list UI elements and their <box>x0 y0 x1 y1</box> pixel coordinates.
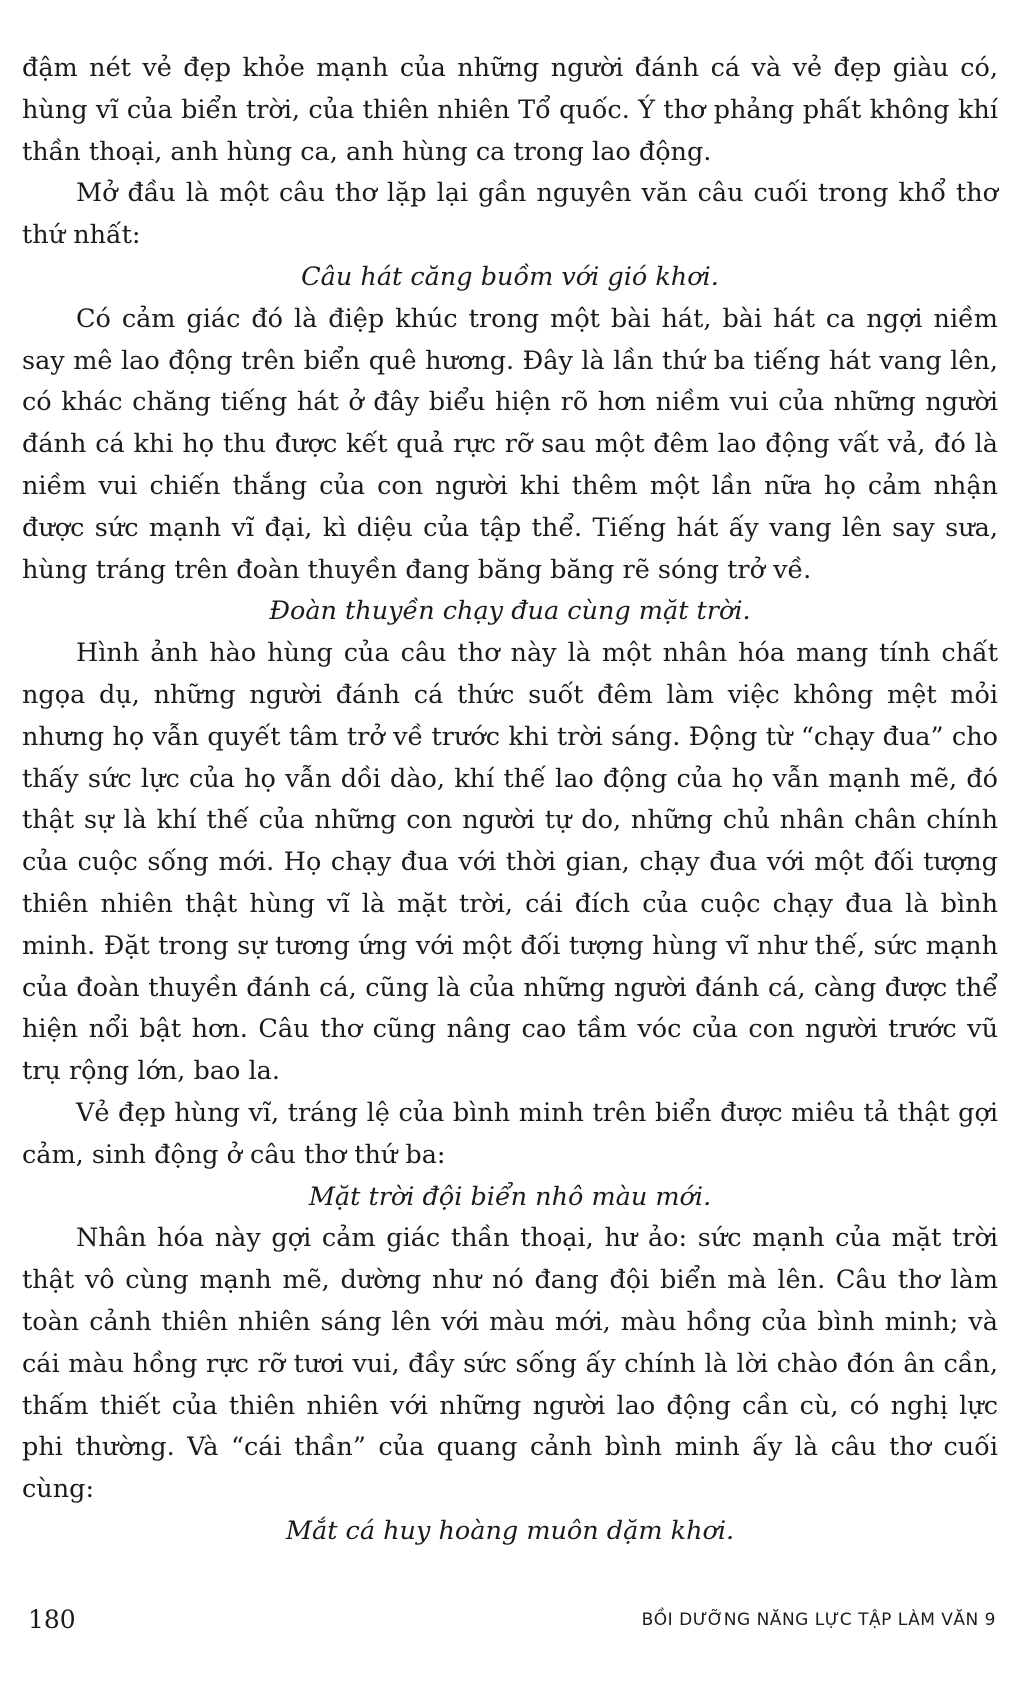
paragraph: Mở đầu là một câu thơ lặp lại gần nguyên văn câu cuối trong khổ thơ thứ nhất: <box>22 178 998 251</box>
paragraph: Vẻ đẹp hùng vĩ, tráng lệ của bình minh trên biển được miêu tả thật gợi cảm, sinh động ở câu thơ thứ ba: <box>22 1097 998 1170</box>
paragraph: Hình ảnh hào hùng của câu thơ này là một nhân hóa mang tính chất ngọa dụ, những người đánh cá thức suốt đêm làm việc không mệt mỏi nhưng họ vẫn quyết tâm trở về trước khi trời sáng. Động từ “chạy đua” cho thấy sức lực của họ vẫn dồi dào, khí thế lao động của họ vẫn mạnh mẽ, đó thật sự là khí thế của những con người tự do, những chủ nhân chân chính của cuộc sống mới. Họ chạy đua với thời gian, chạy đua với một đối tượng thiên nhiên thật hùng vĩ là mặt trời, cái đích của cuộc chạy đua là bình minh. Đặt trong sự tương ứng với một đối tượng hùng vĩ như thế, sức mạnh của đoàn thuyền đánh cá, cũng là của những người đánh cá, càng được thể hiện nổi bật hơn. Câu thơ cũng nâng cao tầm vóc của con người trước vũ trụ rộng lớn, bao la. <box>22 638 998 1087</box>
page-footer <box>28 1605 996 1641</box>
verse-line: Mặt trời đội biển nhô màu mới. <box>308 1181 712 1212</box>
paragraph: đậm nét vẻ đẹp khỏe mạnh của những người đánh cá và vẻ đẹp giàu có, hùng vĩ của biển trời, của thiên nhiên Tổ quốc. Ý thơ phảng phất không khí thần thoại, anh hùng ca, anh hùng ca trong lao động. <box>22 53 998 167</box>
verse-line: Mắt cá huy hoàng muôn dặm khơi. <box>285 1515 735 1546</box>
paragraph: Có cảm giác đó là điệp khúc trong một bài hát, bài hát ca ngợi niềm say mê lao động trên biển quê hương. Đây là lần thứ ba tiếng hát vang lên, có khác chăng tiếng hát ở đây biểu hiện rõ hơn niềm vui của những người đánh cá khi họ thu được kết quả rực rỡ sau một đêm lao động vất vả, đó là niềm vui chiến thắng của con người khi thêm một lần nữa họ cảm nhận được sức mạnh vĩ đại, kì diệu của tập thể. Tiếng hát ấy vang lên say sưa, hùng tráng trên đoàn thuyền đang băng băng rẽ sóng trở về. <box>22 303 998 585</box>
verse-line: Đoàn thuyền chạy đua cùng mặt trời. <box>269 596 751 627</box>
page-body <box>22 48 998 1553</box>
paragraph: Nhân hóa này gợi cảm giác thần thoại, hư ảo: sức mạnh của mặt trời thật vô cùng mạnh mẽ, dường như nó đang đội biển mà lên. Câu thơ làm toàn cảnh thiên nhiên sáng lên với màu mới, màu hồng của bình minh; và cái màu hồng rực rỡ tươi vui, đầy sức sống ấy chính là lời chào đón ân cần, thấm thiết của thiên nhiên với những người lao động cần cù, có nghị lực phi thường. Và “cái thần” của quang cảnh bình minh ấy là câu thơ cuối cùng: <box>22 1223 998 1505</box>
book-title: BỒI DƯỠNG NĂNG LỰC TẬP LÀM VĂN 9 <box>641 1610 996 1630</box>
page-number: 180 <box>28 1605 76 1634</box>
verse-line: Câu hát căng buồm với gió khơi. <box>301 261 719 292</box>
